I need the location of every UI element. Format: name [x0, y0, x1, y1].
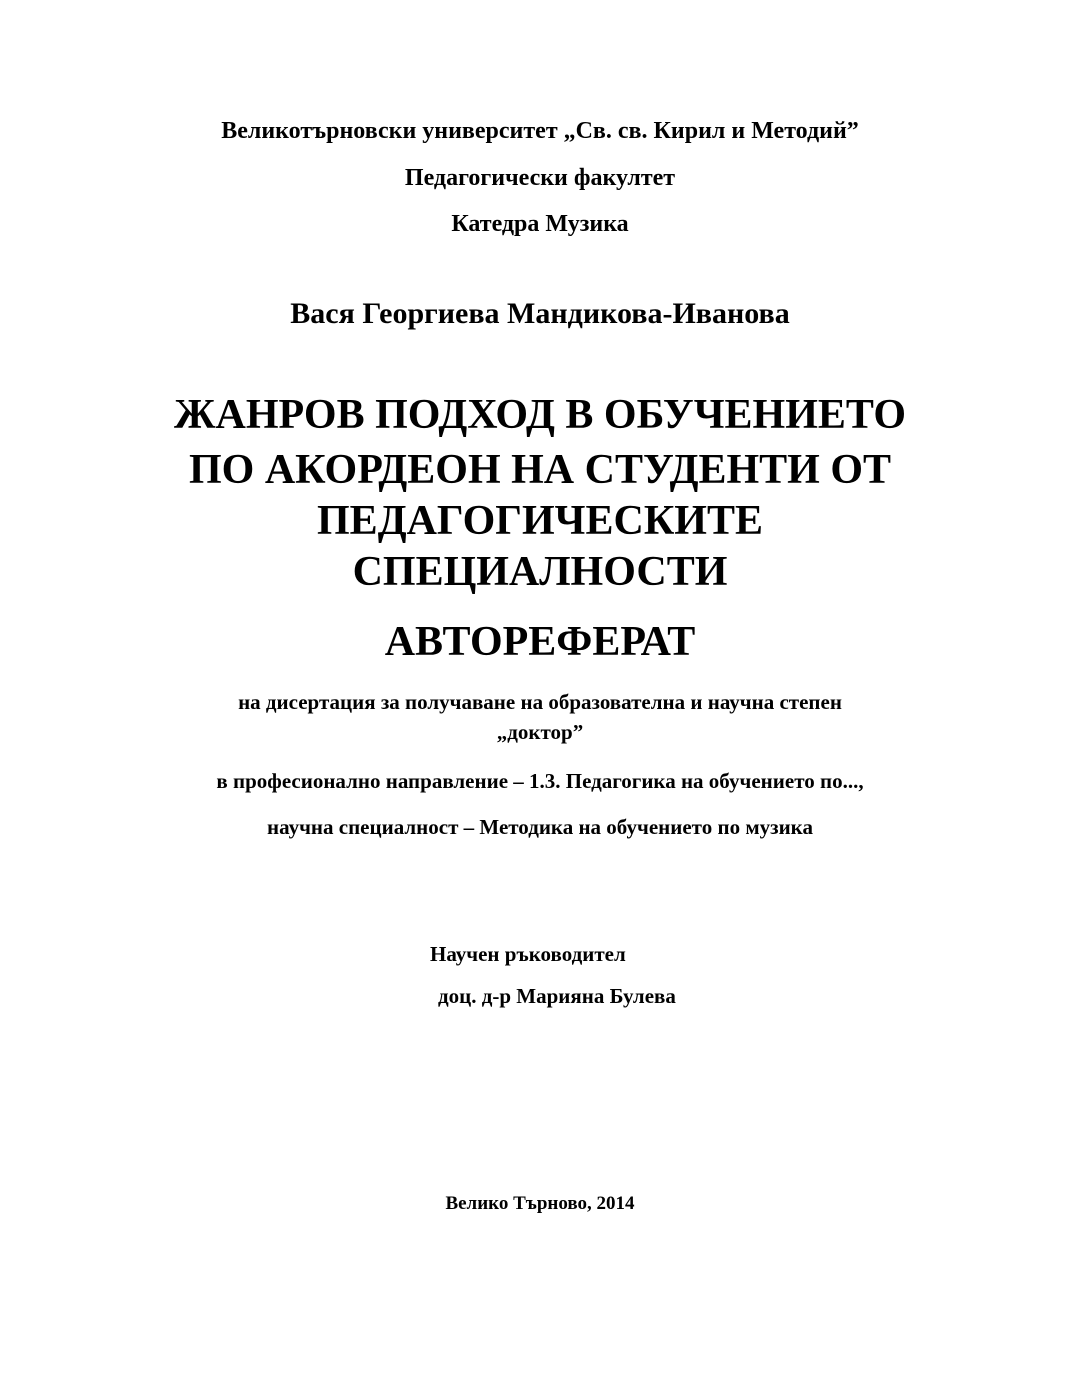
- supervisor-label: Научен ръководител: [430, 942, 626, 966]
- degree-description-line-2: „доктор”: [496, 720, 584, 744]
- document-type: АВТОРЕФЕРАТ: [384, 619, 696, 665]
- thesis-title-line-1: ЖАНРОВ ПОДХОД В ОБУЧЕНИЕТО: [173, 392, 907, 438]
- place-and-year: Велико Търново, 2014: [445, 1193, 635, 1214]
- thesis-title-line-2: ПО АКОРДЕОН НА СТУДЕНТИ ОТ: [188, 447, 892, 493]
- author-name: Вася Георгиева Мандикова-Иванова: [290, 297, 790, 330]
- thesis-title-line-4: СПЕЦИАЛНОСТИ: [352, 549, 728, 595]
- degree-description-line-1: на дисертация за получаване на образователна и научна степен: [238, 690, 842, 714]
- thesis-title-line-3: ПЕДАГОГИЧЕСКИТЕ: [317, 498, 763, 544]
- department-name: Катедра Музика: [451, 211, 629, 237]
- scientific-specialty: научна специалност – Методика на обучението по музика: [267, 815, 813, 839]
- professional-direction: в професионално направление – 1.3. Педагогика на обучението по...,: [216, 769, 864, 793]
- supervisor-name: доц. д-р Марияна Булева: [438, 984, 676, 1008]
- university-name: Великотърновски университет „Св. св. Кирил и Методий”: [221, 118, 859, 144]
- faculty-name: Педагогически факултет: [404, 165, 676, 191]
